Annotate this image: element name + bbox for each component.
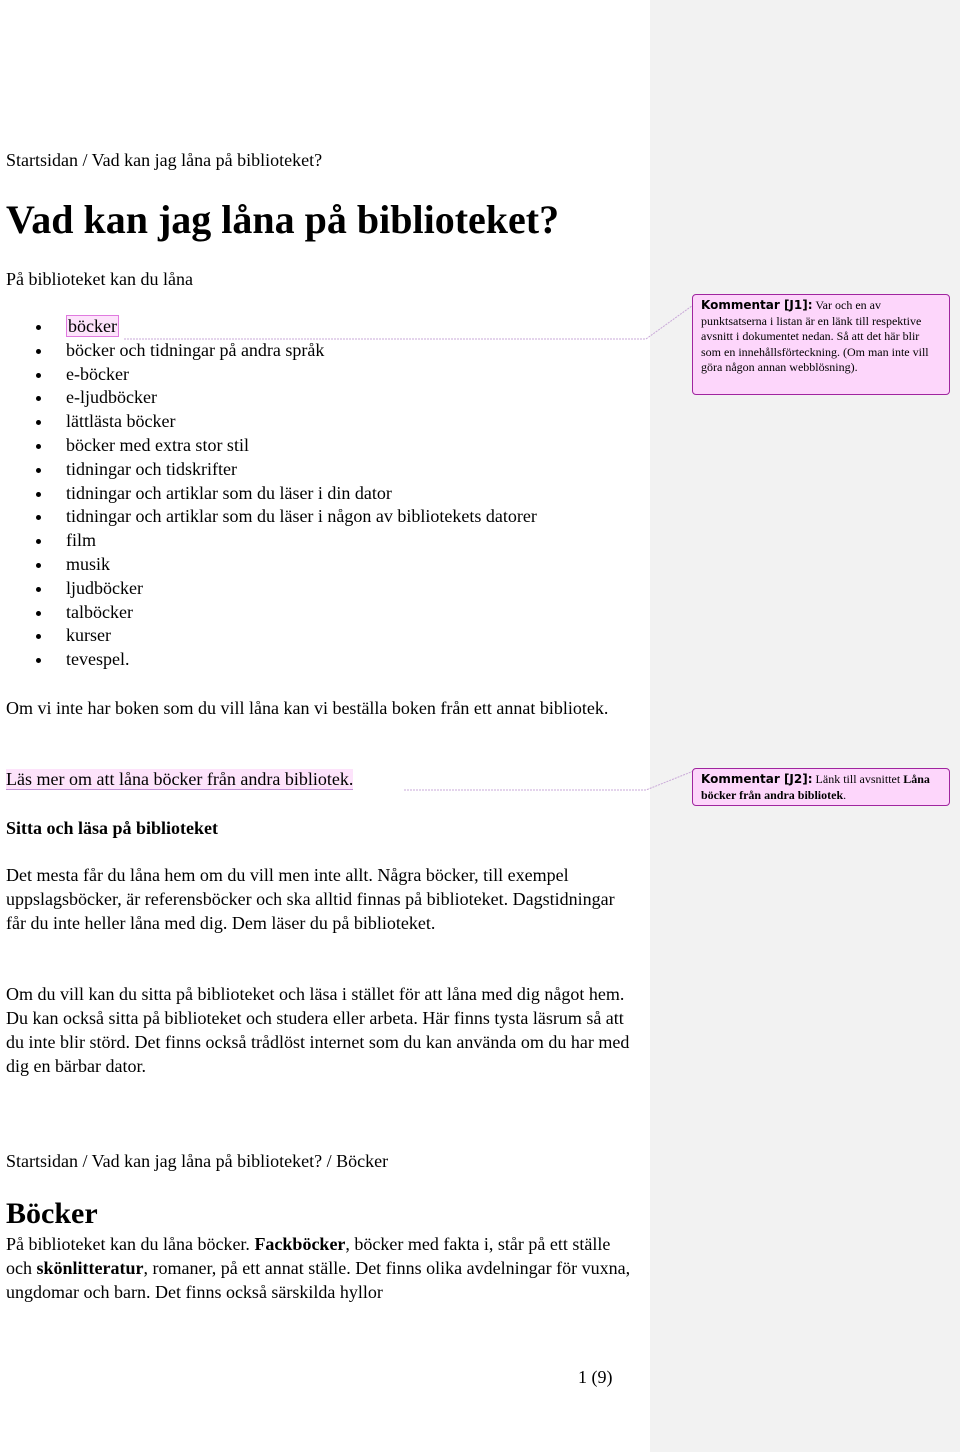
bullet-icon [36, 611, 41, 616]
paragraph-2: Om du vill kan du sitta på biblioteket och läsa i stället för att låna med dig något hem. Du kan också sitta på biblioteket och studera eller arbeta. Här finns tysta läsrum så att du inte blir störd. Det finns också trådlöst internet som du kan använda om du har med dig en bärbar dator. [6, 984, 630, 1076]
list-item-label: musik [66, 553, 111, 574]
bullet-icon [36, 634, 41, 639]
intro-text: På biblioteket kan du låna [6, 269, 193, 289]
list-item [0, 458, 537, 482]
list-item [0, 577, 537, 601]
read-more-paragraph [6, 767, 636, 791]
comment-margin [650, 0, 960, 1452]
comment-j1-title: Kommentar [J1]: [701, 298, 813, 312]
bullet-icon [36, 325, 41, 330]
list-item-label: film [66, 530, 96, 551]
item-list [0, 315, 537, 672]
bullet-icon [36, 396, 41, 401]
list-item [0, 434, 537, 458]
bullet-icon [36, 658, 41, 663]
list-item [0, 529, 537, 553]
list-item-label: e-böcker [66, 363, 129, 384]
breadcrumb-top: Startsidan / Vad kan jag låna på biblioteket? [6, 150, 323, 170]
list-item-label: lättlästa böcker [66, 411, 176, 432]
list-item-label: e-ljudböcker [66, 387, 157, 408]
books-heading: Böcker [6, 1197, 98, 1230]
list-item-label: tidningar och tidskrifter [66, 458, 237, 479]
bullet-icon [36, 515, 41, 520]
list-item-label: tidningar och artiklar som du läser i någon av bibliotekets datorer [66, 506, 537, 527]
breadcrumb-bottom: Startsidan / Vad kan jag låna på biblioteket? / Böcker [6, 1151, 389, 1171]
list-item-label: böcker och tidningar på andra språk [66, 339, 325, 360]
bullet-icon [36, 349, 41, 354]
list-item [0, 601, 537, 625]
list-item-label: böcker [68, 316, 117, 336]
comment-j1[interactable] [692, 294, 950, 395]
list-item [0, 482, 537, 506]
bullet-icon [36, 444, 41, 449]
list-item-label: tevespel. [66, 649, 130, 670]
bullet-icon [36, 468, 41, 473]
list-item [0, 648, 537, 672]
list-item-label: tidningar och artiklar som du läser i din dator [66, 482, 392, 503]
list-item [0, 505, 537, 529]
section-heading: Sitta och läsa på biblioteket [6, 818, 219, 838]
list-item [0, 624, 537, 648]
paragraph-1: Det mesta får du låna hem om du vill men inte allt. Några böcker, till exempel uppslagsböcker, är referensböcker och ska alltid finnas på biblioteket. Dagstidningar får du inte heller låna med dig. Dem läser du på biblioteket. [6, 865, 615, 933]
list-item-label: talböcker [66, 601, 133, 622]
bullet-icon [36, 373, 41, 378]
list-item [0, 553, 537, 577]
list-item [0, 410, 537, 434]
list-item [0, 363, 537, 387]
bullet-icon [36, 492, 41, 497]
list-item-label: ljudböcker [66, 577, 143, 598]
page-number: 1 (9) [578, 1367, 613, 1387]
read-more-link[interactable]: Läs mer om att låna böcker från andra bibliotek. [6, 769, 354, 789]
comment-j1-text: Var och en av punktsatserna i listan är en länk till respektive avsnitt i dokumentet nedan. Så att det här blir som en innehållsförteckning. (Om man inte vill göra någon annan webblösning). [701, 298, 929, 374]
bullet-icon [36, 539, 41, 544]
bullet-icon [36, 563, 41, 568]
comment-j2-title: Kommentar [J2]: [701, 772, 813, 786]
bullet-icon [36, 587, 41, 592]
list-item [0, 386, 537, 410]
list-item[interactable] [0, 315, 537, 339]
list-item-label: kurser [66, 625, 111, 646]
books-paragraph: På biblioteket kan du låna böcker. Fackböcker, böcker med fakta i, står på ett ställe och skönlitteratur, romaner, på ett annat ställe. Det finns olika avdelningar för vuxna, ungdomar och barn. Det finns också särskilda hyllor [6, 1234, 631, 1302]
page-title: Vad kan jag låna på biblioteket? [6, 197, 560, 242]
order-paragraph: Om vi inte har boken som du vill låna kan vi beställa boken från ett annat bibliotek. [6, 698, 609, 718]
list-item-label: böcker med extra stor stil [66, 434, 249, 455]
list-item [0, 339, 537, 363]
comment-j2[interactable]: Kommentar [J2]: Länk till avsnittet Låna böcker från andra bibliotek. [692, 768, 950, 806]
bullet-icon [36, 420, 41, 425]
